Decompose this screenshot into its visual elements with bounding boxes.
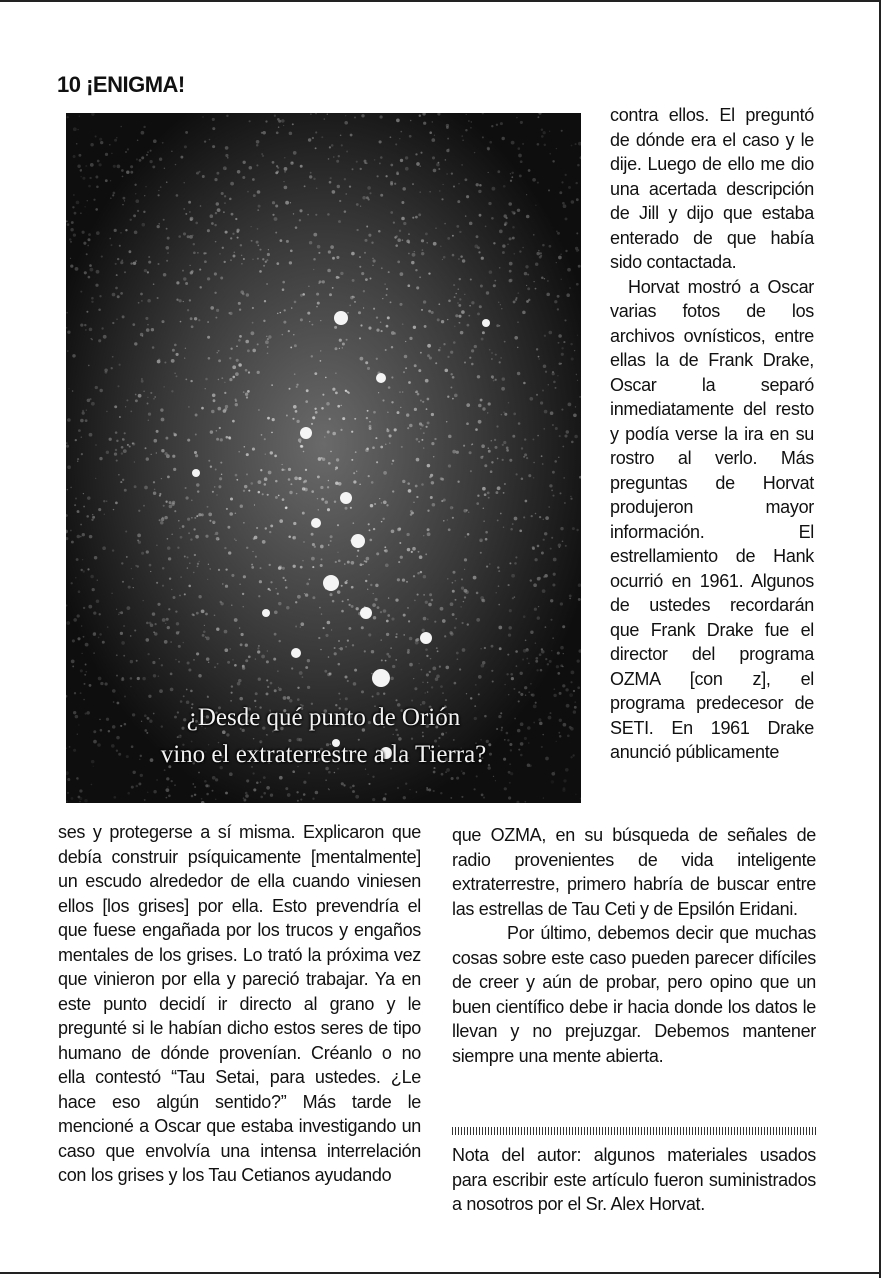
section-divider <box>452 1127 816 1135</box>
star-highlight <box>420 632 432 644</box>
star-highlight <box>311 518 321 528</box>
text-paragraph: Por último, debemos decir que muchas cosas sobre este caso pueden parecer difíciles de creer y aún de probar, pero opino que un buen científico debe ir hacia donde los datos le llevan y no prejuzgar. Debemos mantener siempre una mente abierta. <box>452 923 816 1066</box>
star-highlight <box>334 311 348 325</box>
author-note-text: Nota del autor: algunos materiales usados para escribir este artículo fueron suministrados a nosotros por el Sr. Alex Horvat. <box>452 1145 816 1214</box>
caption-line-1: ¿Desde qué punto de Orión <box>186 704 461 731</box>
star-highlight <box>340 492 352 504</box>
top-border <box>0 0 881 2</box>
text-paragraph: Horvat mostró a Oscar varias fotos de los archivos ovnísticos, entre ellas la de Frank Drake, Oscar la separó inmediatamente del resto y podía verse la ira en su rostro al verlo. Más preguntas de Horvat produjeron mayor información. El estrellamiento de Hank ocurrió en 1961. Algunos de ustedes recordarán que Frank Drake fue el director del programa OZMA [con z], el programa predecesor de SETI. En 1961 Drake anunció públicamente <box>610 276 814 762</box>
star-highlight <box>482 319 490 327</box>
text-paragraph: contra ellos. El preguntó de dónde era el caso y le dije. Luego de ello me dio una acertada descripción de Jill y dijo que estaba enterado de que había sido contactada. <box>610 105 814 272</box>
text-paragraph: que OZMA, en su búsqueda de señales de radio provenientes de vida inteligente extraterrestre, primero habría de buscar entre las estrellas de Tau Ceti y de Epsilón Eridani. <box>452 825 816 919</box>
text-paragraph: ses y protegerse a sí misma. Explicaron que debía construir psíquicamente [mentalmente] un escudo alrededor de ella cuando viniesen ellos [los grises] por ella. Esto prevendría el que fuese engañada por los trucos y engaños mentales de los grises. Lo trató la próxima vez que vinieron por ella y pareció trabajar. Ya en este punto decidí ir directo al grano y le pregunté si le habían dicho estos seres de tipo humano de dónde provenían. Créanlo o no ella contestó “Tau Setai, para ustedes. ¿Le hace eso algún sentido?” Más tarde le mencioné a Oscar que estaba investigando un caso que envolvía una intensa interrelación con los grises y los Tau Cetianos ayudando <box>58 822 421 1185</box>
orion-star-photo <box>66 113 581 803</box>
caption-line-2: vino el extraterrestre a la Tierra? <box>160 741 487 768</box>
author-note <box>452 1143 816 1217</box>
bottom-border <box>0 1272 881 1274</box>
page-title: 10 ¡ENIGMA! <box>57 72 185 97</box>
star-highlight <box>351 534 365 548</box>
right-column-top <box>610 103 814 765</box>
star-highlight <box>262 609 270 617</box>
star-highlight <box>300 427 312 439</box>
star-highlight <box>291 648 301 658</box>
left-column <box>58 820 421 1188</box>
right-column-bottom <box>452 823 816 1068</box>
photo-caption <box>66 699 581 773</box>
star-highlight <box>360 607 372 619</box>
star-highlight <box>192 469 200 477</box>
star-highlight <box>323 575 339 591</box>
star-highlight <box>372 669 390 687</box>
star-highlight <box>376 373 386 383</box>
